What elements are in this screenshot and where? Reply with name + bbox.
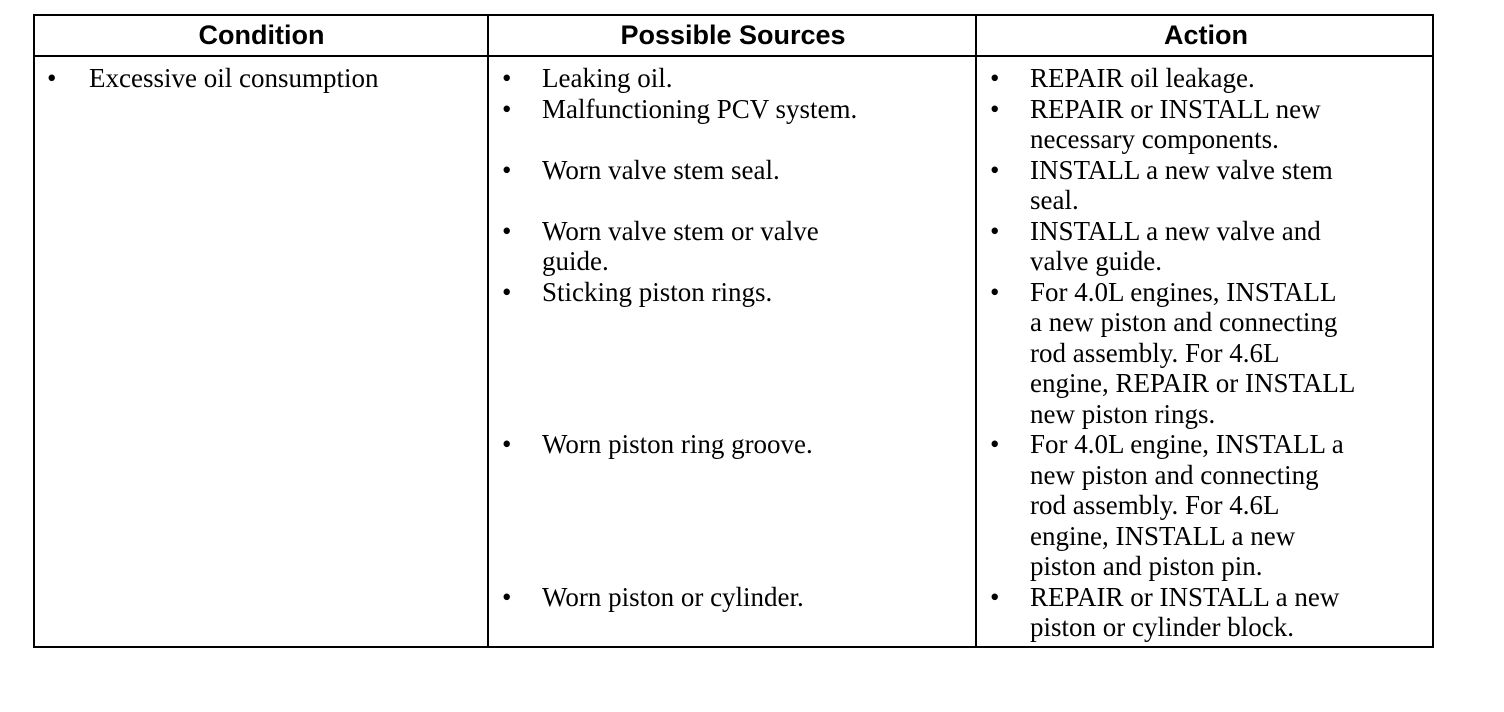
action-text: REPAIR oil leakage. <box>1030 63 1255 93</box>
action-text: new piston rings. <box>1030 398 1216 429</box>
bullet: • <box>502 581 512 612</box>
action-text: new piston and connecting <box>1030 459 1319 490</box>
bullet: • <box>502 93 512 124</box>
action-text: INSTALL a new valve stem <box>1030 154 1333 185</box>
bullet: • <box>502 276 512 307</box>
table-header-row <box>35 16 1432 57</box>
source-text: Worn valve stem seal. <box>542 154 780 185</box>
source-text: Worn valve stem or valve <box>542 215 819 246</box>
source-text: Worn piston or cylinder. <box>542 581 804 612</box>
source-text: Malfunctioning PCV system. <box>542 93 858 124</box>
source-text: Leaking oil. <box>542 63 673 93</box>
troubleshooting-table <box>33 14 1434 648</box>
bullet: • <box>990 276 1000 307</box>
action-text: piston or cylinder block. <box>1030 612 1294 642</box>
action-text: REPAIR or INSTALL new <box>1030 93 1321 124</box>
source-text: Worn piston ring groove. <box>542 429 813 459</box>
bullet: • <box>990 154 1000 185</box>
action-text: rod assembly. For 4.6L <box>1030 490 1280 520</box>
action-text: INSTALL a new valve and <box>1030 215 1321 246</box>
header-possible-sources: Possible Sources <box>620 20 846 50</box>
bullet: • <box>502 154 512 185</box>
column-divider <box>487 16 489 646</box>
bullet: • <box>990 93 1000 124</box>
bullet: • <box>502 215 512 246</box>
header-action: Action <box>1164 20 1248 50</box>
action-text: necessary components. <box>1030 124 1279 154</box>
action-text: For 4.0L engines, INSTALL <box>1030 276 1337 307</box>
action-text: seal. <box>1030 185 1079 215</box>
header-condition: Condition <box>198 20 325 50</box>
bullet: • <box>990 581 1000 612</box>
action-text: a new piston and connecting <box>1030 307 1338 337</box>
bullet: • <box>990 215 1000 246</box>
bullet: • <box>990 63 1000 93</box>
bullet: • <box>990 429 1000 459</box>
action-text: For 4.0L engine, INSTALL a <box>1030 429 1344 459</box>
condition-text: Excessive oil consumption <box>89 63 379 93</box>
action-text: piston and piston pin. <box>1030 551 1263 581</box>
source-text: guide. <box>542 246 609 276</box>
bullet: • <box>502 429 512 459</box>
action-text: valve guide. <box>1030 246 1162 276</box>
action-text: engine, REPAIR or INSTALL <box>1030 368 1356 398</box>
action-text: REPAIR or INSTALL a new <box>1030 581 1340 612</box>
source-text: Sticking piston rings. <box>542 276 773 307</box>
action-text: engine, INSTALL a new <box>1030 520 1296 551</box>
column-divider <box>975 16 977 646</box>
action-text: rod assembly. For 4.6L <box>1030 337 1280 368</box>
bullet: • <box>502 63 512 93</box>
bullet: • <box>47 63 57 93</box>
